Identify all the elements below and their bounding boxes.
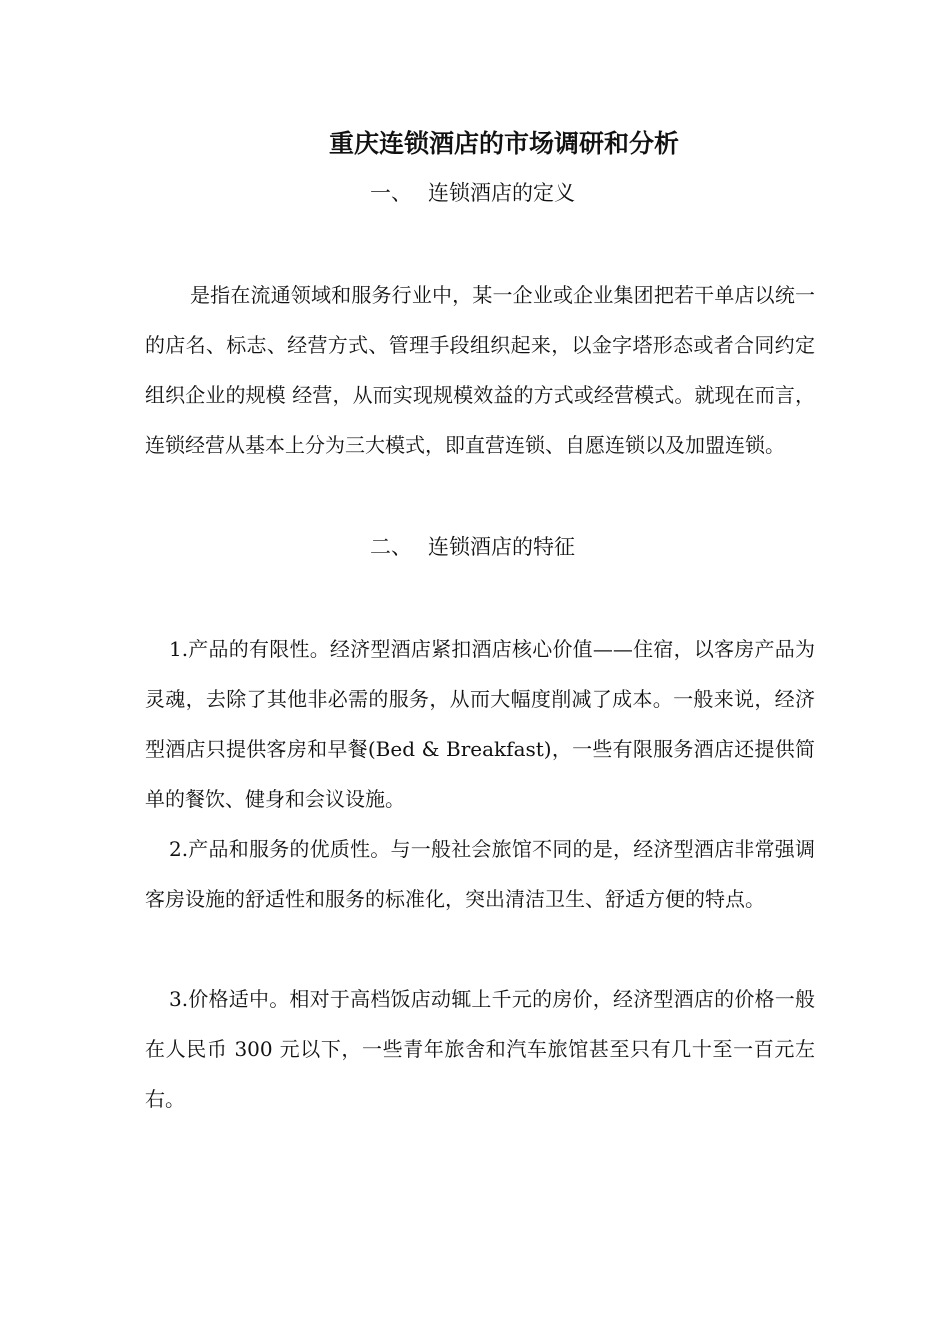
section-heading-features <box>370 532 575 562</box>
feature-item-moderate-price: 3.价格适中。相对于高档饭店动辄上千元的房价，经济型酒店的价格一般在人民币 300 元以下，一些青年旅舍和汽车旅馆甚至只有几十至一百元左右。 <box>145 987 815 1111</box>
section-title: 连锁酒店的定义 <box>428 181 575 205</box>
section-number: 一、 <box>370 181 412 205</box>
section-title: 连锁酒店的特征 <box>428 535 575 559</box>
document-title: 重庆连锁酒店的市场调研和分析 <box>328 129 679 158</box>
definition-paragraph: 是指在流通领域和服务行业中，某一企业或企业集团把若干单店以统一的店名、标志、经营方式、管理手段组织起来，以金字塔形态或者合同约定组织企业的规模 经营，从而实现规模效益的方式或经营模式。就现在而言，连锁经营从基本上分为三大模式，即直营连锁、自愿连锁以及加盟连锁。 <box>145 283 815 457</box>
section-heading-definition <box>370 178 575 208</box>
feature-item-limited-product: 1.产品的有限性。经济型酒店紧扣酒店核心价值——住宿，以客房产品为灵魂，去除了其他非必需的服务，从而大幅度削减了成本。一般来说，经济型酒店只提供客房和早餐(Bed & Breakfast)，一些有限服务酒店还提供简单的餐饮、健身和会议设施。 <box>145 637 815 811</box>
section-number: 二、 <box>370 535 412 559</box>
feature-item-quality-service: 2.产品和服务的优质性。与一般社会旅馆不同的是，经济型酒店非常强调客房设施的舒适性和服务的标准化，突出清洁卫生、舒适方便的特点。 <box>145 837 815 911</box>
